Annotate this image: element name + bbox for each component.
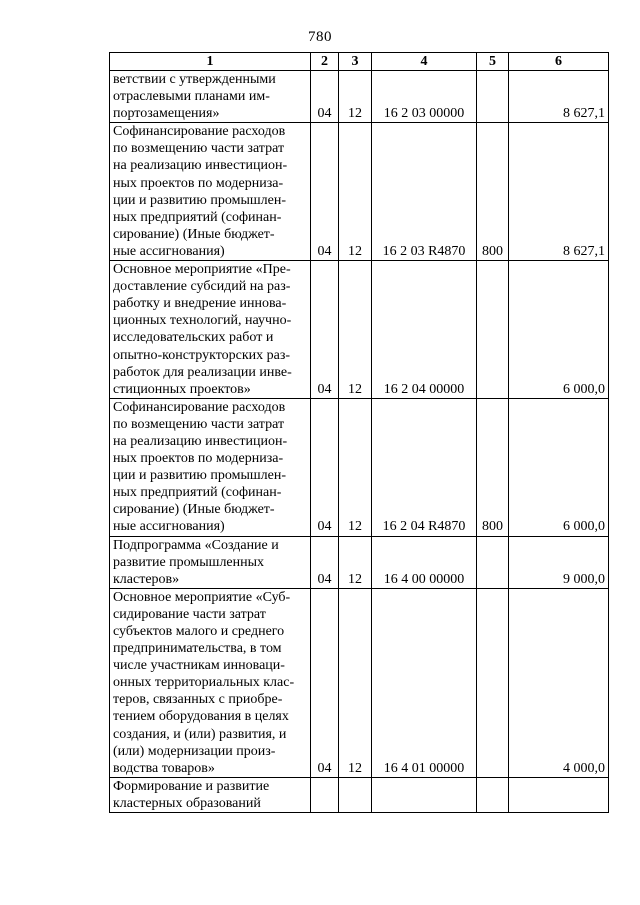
target-article-code: 16 4 00 00000 <box>372 536 477 588</box>
description-line: Софинансирование расходов <box>113 399 286 415</box>
section-code: 04 <box>311 398 339 536</box>
description-line: Софинансирование расходов <box>113 124 286 140</box>
subsection-code: 12 <box>339 71 372 123</box>
description-line: Основное мероприятие «Пре- <box>113 262 291 278</box>
description-line: портозамещения» <box>113 106 220 122</box>
section-code: 04 <box>311 123 339 261</box>
description-line: субъектов малого и среднего <box>113 624 285 639</box>
description-line: ции и развитию промышлен- <box>113 192 287 208</box>
row-description <box>110 398 311 536</box>
target-article-code <box>372 777 477 812</box>
target-article-code: 16 2 03 R4870 <box>372 123 477 261</box>
target-article-code: 16 4 01 00000 <box>372 588 477 777</box>
row-description <box>110 777 311 812</box>
description-line: тением оборудования в целях <box>113 709 289 725</box>
description-line: сирование) (Иные бюджет- <box>113 502 275 518</box>
section-code: 04 <box>311 588 339 777</box>
description-line: по возмещению части затрат <box>113 141 285 157</box>
description-line: Основное мероприятие «Суб- <box>113 589 291 605</box>
amount: 6 000,0 <box>509 261 609 399</box>
description-line: стиционных проектов» <box>113 381 251 397</box>
description-line: ных проектов по модерниза- <box>113 451 284 467</box>
table-row <box>110 71 609 123</box>
expense-type-code: 800 <box>477 398 509 536</box>
row-description <box>110 71 311 123</box>
description-line: работку и внедрение иннова- <box>113 296 287 312</box>
subsection-code: 12 <box>339 123 372 261</box>
table-row <box>110 398 609 536</box>
description-line: ных предприятий (софинан- <box>113 209 282 225</box>
description-line: ные ассигнования) <box>113 519 225 535</box>
description-line: (или) модернизации произ- <box>113 743 276 759</box>
column-header: 6 <box>509 53 609 71</box>
page-number: 780 <box>308 29 332 45</box>
description-line: на реализацию инвестицион- <box>113 433 288 449</box>
subsection-code: 12 <box>339 261 372 399</box>
description-line: ветствии с утвержденными <box>113 72 276 87</box>
subsection-code <box>339 777 372 812</box>
column-header: 4 <box>372 53 477 71</box>
description-line: числе участникам инноваци- <box>113 658 285 674</box>
amount: 6 000,0 <box>509 398 609 536</box>
amount: 9 000,0 <box>509 536 609 588</box>
expense-type-code <box>477 536 509 588</box>
description-line: кластеров» <box>113 571 180 587</box>
row-description <box>110 588 311 777</box>
table-row <box>110 123 609 261</box>
column-header: 2 <box>311 53 339 71</box>
amount: 8 627,1 <box>509 123 609 261</box>
subsection-code: 12 <box>339 536 372 588</box>
expense-type-code <box>477 588 509 777</box>
description-line: Подпрограмма «Создание и <box>113 537 279 553</box>
description-line: ционных технологий, научно- <box>113 313 292 329</box>
column-header: 1 <box>110 53 311 71</box>
description-line: водства товаров» <box>113 760 215 776</box>
budget-table <box>109 52 609 813</box>
description-line: ных проектов по модерниза- <box>113 175 284 191</box>
expense-type-code <box>477 777 509 812</box>
description-line: опытно-конструкторских раз- <box>113 347 291 363</box>
amount: 8 627,1 <box>509 71 609 123</box>
column-header: 3 <box>339 53 372 71</box>
description-line: Формирование и развитие <box>113 778 270 794</box>
table-row <box>110 261 609 399</box>
description-line: ные ассигнования) <box>113 243 225 259</box>
header-row <box>110 53 609 71</box>
description-line: ции и развитию промышлен- <box>113 468 287 484</box>
description-line: доставление субсидий на раз- <box>113 279 291 295</box>
amount <box>509 777 609 812</box>
amount: 4 000,0 <box>509 588 609 777</box>
description-line: создания, и (или) развития, и <box>113 726 287 742</box>
description-line: развитие промышленных <box>113 554 265 570</box>
target-article-code: 16 2 04 R4870 <box>372 398 477 536</box>
section-code <box>311 777 339 812</box>
description-line: ных предприятий (софинан- <box>113 485 282 501</box>
description-line: предпринимательства, в том <box>113 641 282 657</box>
subsection-code: 12 <box>339 588 372 777</box>
description-line: онных территориальных клас- <box>113 675 295 691</box>
expense-type-code <box>477 261 509 399</box>
section-code: 04 <box>311 536 339 588</box>
subsection-code: 12 <box>339 398 372 536</box>
section-code: 04 <box>311 71 339 123</box>
description-line: кластерных образований <box>113 795 261 811</box>
table-row <box>110 588 609 777</box>
row-description <box>110 536 311 588</box>
target-article-code: 16 2 03 00000 <box>372 71 477 123</box>
expense-type-code: 800 <box>477 123 509 261</box>
table-row <box>110 777 609 812</box>
expense-type-code <box>477 71 509 123</box>
table-row <box>110 536 609 588</box>
description-line: теров, связанных с приобре- <box>113 692 283 708</box>
description-line: сидирование части затрат <box>113 606 266 622</box>
description-line: исследовательских работ и <box>113 330 274 346</box>
target-article-code: 16 2 04 00000 <box>372 261 477 399</box>
section-code: 04 <box>311 261 339 399</box>
description-line: сирование) (Иные бюджет- <box>113 226 275 242</box>
row-description <box>110 123 311 261</box>
row-description <box>110 261 311 399</box>
description-line: на реализацию инвестицион- <box>113 158 288 174</box>
description-line: отраслевыми планами им- <box>113 89 270 105</box>
description-line: по возмещению части затрат <box>113 416 285 432</box>
table-body <box>110 71 609 813</box>
column-header: 5 <box>477 53 509 71</box>
description-line: работок для реализации инве- <box>113 364 292 380</box>
